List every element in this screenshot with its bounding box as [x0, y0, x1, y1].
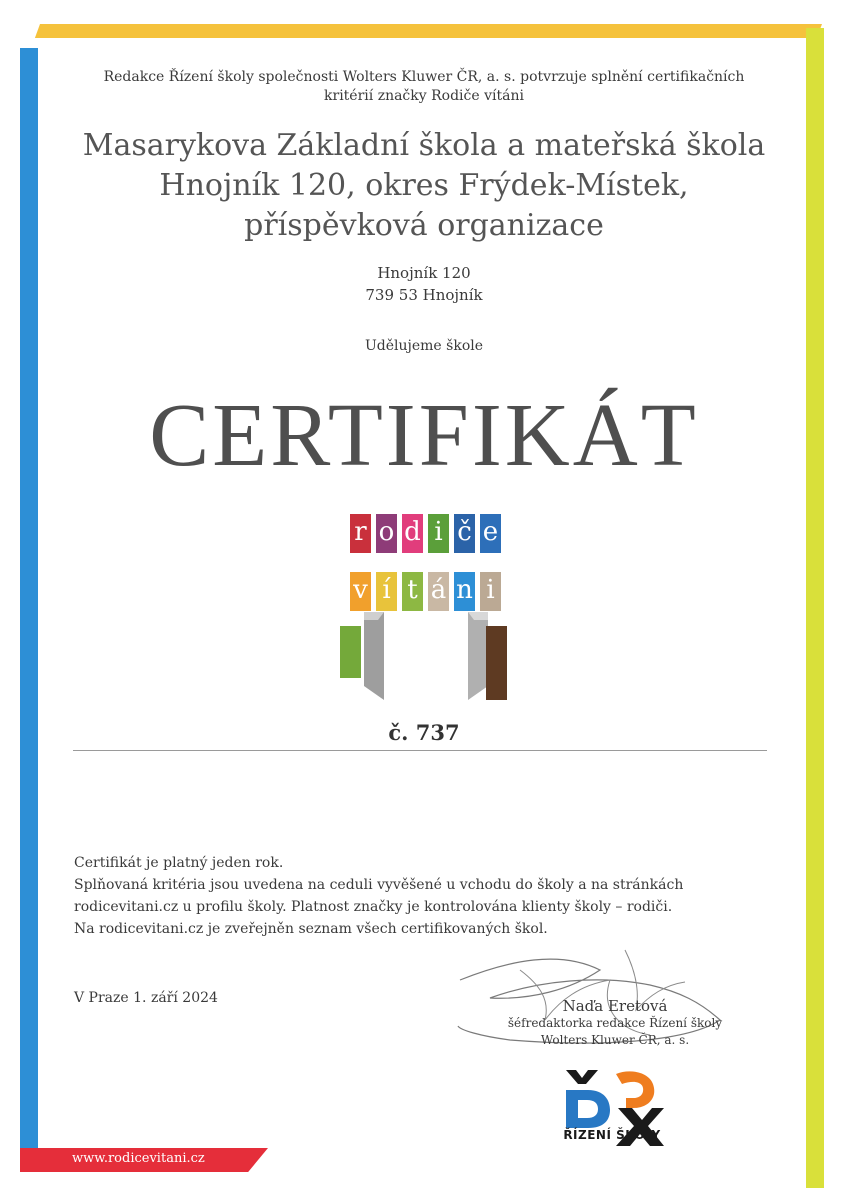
logo-letter-tile: d [402, 514, 423, 553]
logo-color-bar [340, 626, 361, 678]
logo-letter-tile: v [350, 572, 371, 611]
header-line: Redakce Řízení školy společnosti Wolters Kluwer ČR, a. s. potvrzuje splnění certifikačních [103, 69, 745, 85]
validity-text [74, 852, 774, 940]
school-address [60, 262, 788, 306]
validity-line: Splňovaná kritéria jsou uvedena na ceduli vyvěšené u vchodu do školy a na stránkách [74, 877, 684, 893]
logo-letter-tile: č [454, 514, 475, 553]
validity-line: Na rodicevitani.cz je zveřejněn seznam všech certifikovaných škol. [74, 921, 548, 937]
validity-line: Certifikát je platný jeden rok. [74, 855, 284, 871]
logo-letter-tile: e [480, 514, 501, 553]
logo-letter-tile: á [428, 572, 449, 611]
validity-line: rodicevitani.cz u profilu školy. Platnost značky je kontrolována klienty školy – rodiči. [74, 899, 673, 915]
address-city: 739 53 Hnojník [365, 286, 483, 304]
place-and-date: V Praze 1. září 2024 [74, 990, 218, 1006]
signer-block [470, 998, 760, 1049]
logo-letter-tile: t [402, 572, 423, 611]
rs-logo-caron [566, 1070, 598, 1084]
awarded-text: Udělujeme škole [364, 338, 484, 354]
logo-letter-tile: i [480, 572, 501, 611]
footer-website-link[interactable]: www.rodicevitani.cz [72, 1151, 205, 1166]
logo-letter-tile: o [376, 514, 397, 553]
rodice-vitani-logo [340, 514, 512, 704]
signer-role: šéfredaktorka redakce Řízení školy [507, 1016, 723, 1030]
school-name-line: Masarykova Základní škola a mateřská škola [82, 128, 766, 163]
frame-right-stripe [806, 28, 824, 1188]
logo-color-bar [486, 626, 507, 700]
frame-top-stripe [35, 24, 822, 38]
door-left-panel [364, 612, 384, 700]
logo-letter-tile: i [428, 514, 449, 553]
certificate-title: CERTIFIKÁT [149, 386, 699, 485]
signer-company: Wolters Kluwer ČR, a. s. [540, 1033, 690, 1047]
header-line: kritérií značky Rodiče vítáni [324, 88, 524, 104]
rs-logo-orange-arc [616, 1071, 654, 1108]
school-name-line: příspěvková organizace [244, 208, 604, 243]
logo-letter-tile: í [376, 572, 397, 611]
certificate-number: č. 737 [388, 720, 460, 745]
rizeni-skoly-label: ŘÍZENÍ ŠKOLY [563, 1128, 661, 1142]
frame-left-stripe [20, 48, 38, 1168]
certification-header [60, 68, 788, 106]
address-street: Hnojník 120 [377, 264, 471, 282]
school-name [60, 126, 788, 246]
door-right-panel [468, 612, 488, 700]
rs-logo-letter-d [566, 1090, 610, 1128]
school-name-line: Hnojník 120, okres Frýdek-Místek, [159, 168, 689, 203]
logo-letter-tile: r [350, 514, 371, 553]
signer-name: Naďa Eretová [562, 997, 668, 1015]
logo-letter-tile: n [454, 572, 475, 611]
divider-line [73, 750, 767, 751]
